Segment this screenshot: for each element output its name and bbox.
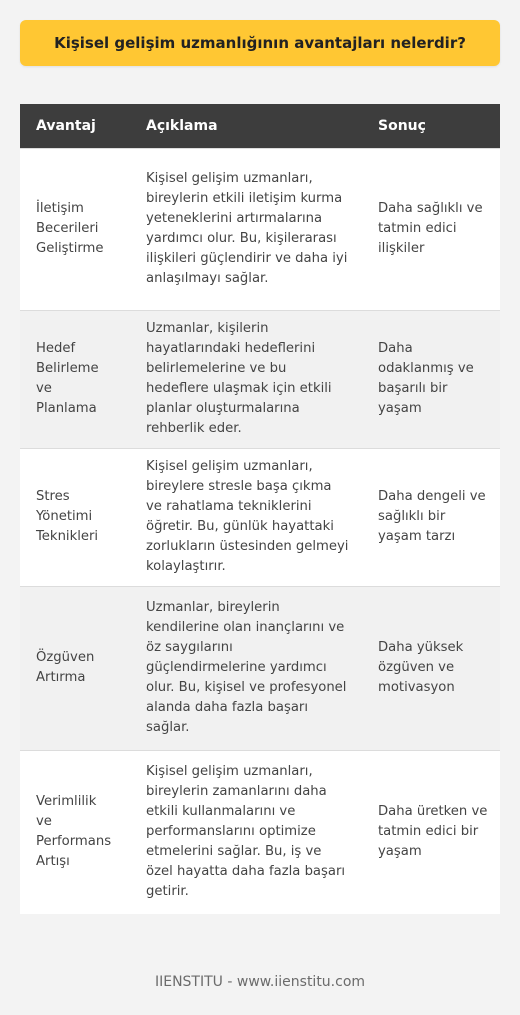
table-row bbox=[20, 586, 500, 750]
description-cell: Uzmanlar, bireylerin kendilerine olan inançlarını ve öz saygılarını güçlendirmelerine yardımcı olur. Bu, kişisel ve profesyonel alanda daha fazla başarı sağlar. bbox=[130, 586, 362, 750]
description-cell: Uzmanlar, kişilerin hayatlarındaki hedeflerini belirlemelerine ve bu hedeflere ulaşmak için etkili planlar oluşturmalarına rehberlik eder. bbox=[130, 310, 362, 448]
result-cell: Daha dengeli ve sağlıklı bir yaşam tarzı bbox=[362, 448, 500, 586]
advantage-cell: Stres Yönetimi Teknikleri bbox=[20, 448, 130, 586]
advantage-cell: Hedef Belirleme ve Planlama bbox=[20, 310, 130, 448]
table-row bbox=[20, 448, 500, 586]
footer-credit: IIENSTITU - www.iienstitu.com bbox=[154, 974, 366, 990]
table-row bbox=[20, 310, 500, 448]
description-cell: Kişisel gelişim uzmanları, bireylerin etkili iletişim kurma yeteneklerini artırmalarına yardımcı olur. Bu, kişilerarası ilişkileri güçlendirir ve daha iyi anlaşılmayı sağlar. bbox=[130, 148, 362, 310]
column-header-description: Açıklama bbox=[130, 104, 362, 148]
advantage-cell: Özgüven Artırma bbox=[20, 586, 130, 750]
result-cell: Daha odaklanmış ve başarılı bir yaşam bbox=[362, 310, 500, 448]
table-row bbox=[20, 148, 500, 310]
description-cell: Kişisel gelişim uzmanları, bireylerin zamanlarını daha etkili kullanmalarını ve performanslarını optimize etmelerini sağlar. Bu, iş ve özel hayatta daha fazla başarı getirir. bbox=[130, 750, 362, 914]
table-header-row bbox=[20, 104, 500, 148]
description-cell: Kişisel gelişim uzmanları, bireylere stresle başa çıkma ve rahatlama tekniklerini öğretir. Bu, günlük hayattaki zorlukların üstesinden gelmeyi kolaylaştırır. bbox=[130, 448, 362, 586]
result-cell: Daha yüksek özgüven ve motivasyon bbox=[362, 586, 500, 750]
column-header-result: Sonuç bbox=[362, 104, 500, 148]
page-title: Kişisel gelişim uzmanlığının avantajları nelerdir? bbox=[20, 20, 500, 66]
advantage-cell: İletişim Becerileri Geliştirme bbox=[20, 148, 130, 310]
advantage-cell: Verimlilik ve Performans Artışı bbox=[20, 750, 130, 914]
result-cell: Daha üretken ve tatmin edici bir yaşam bbox=[362, 750, 500, 914]
advantages-table bbox=[20, 104, 500, 914]
column-header-advantage: Avantaj bbox=[20, 104, 130, 148]
table-row bbox=[20, 750, 500, 914]
result-cell: Daha sağlıklı ve tatmin edici ilişkiler bbox=[362, 148, 500, 310]
